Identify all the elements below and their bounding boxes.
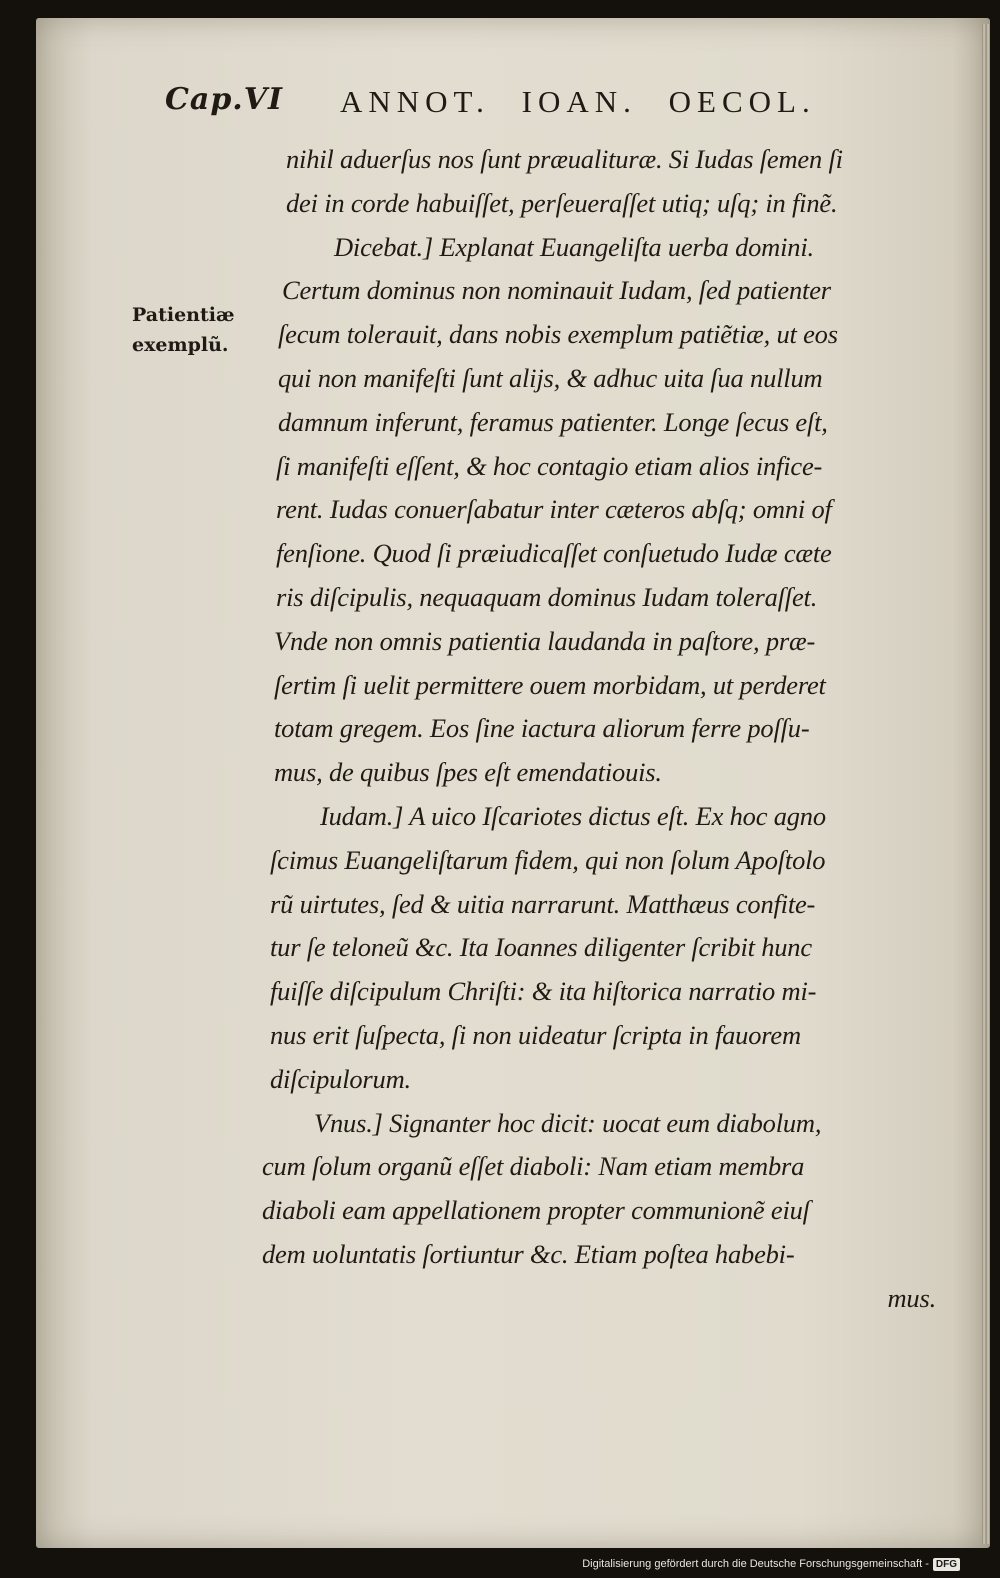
credit-text: Digitalisierung gefördert durch die Deutsche Forschungsgemeinschaft - xyxy=(582,1558,929,1570)
text-line: damnum inferunt, feramus patienter. Longe ſecus eſt, xyxy=(278,406,828,437)
dfg-logo: DFG xyxy=(933,1558,960,1571)
text-line: rent. Iudas conuerſabatur inter cæteros abſq; omni of xyxy=(276,494,832,525)
text-line: nihil aduerſus nos ſunt præualituræ. Si Iudas ſemen ſi xyxy=(286,144,843,174)
text-line: Certum dominus non nominauit Iudam, ſed patienter xyxy=(282,275,831,306)
text-line: dei in corde habuiſſet, perſeueraſſet utiq; uſq; in finẽ. xyxy=(286,187,838,218)
body-text xyxy=(258,138,958,1321)
catchword: mus. xyxy=(887,1282,936,1313)
margin-note-line: Patientiæ xyxy=(132,304,235,326)
text-line: fuiſſe diſcipulum Chriſti: & ita hiſtorica narratio mi- xyxy=(270,976,817,1007)
running-title: ANNOT. IOAN. OECOL. xyxy=(340,84,816,119)
text-line: mus, de quibus ſpes eſt emendatiouis. xyxy=(274,757,662,788)
text-line: ſi manifeſti eſſent, & hoc contagio etiam alios infice- xyxy=(276,450,823,481)
text-line: rũ uirtutes, ſed & uitia narrarunt. Matthæus confite- xyxy=(270,888,816,919)
text-line: diſcipulorum. xyxy=(270,1063,411,1094)
text-line: tur ſe teloneũ &c. Ita Ioannes diligenter ſcribit hunc xyxy=(270,932,812,963)
text-line: diaboli eam appellationem propter communionẽ eiuſ xyxy=(262,1195,810,1226)
text-line: ris diſcipulis, nequaquam dominus Iudam toleraſſet. xyxy=(276,581,818,612)
text-line: nus erit ſuſpecta, ſi non uideatur ſcripta in fauorem xyxy=(270,1019,801,1050)
text-line: Dicebat.] Explanat Euangeliſta uerba domini. xyxy=(334,231,814,262)
running-head xyxy=(165,78,925,128)
text-line: cum ſolum organũ eſſet diaboli: Nam etiam membra xyxy=(262,1151,805,1182)
text-line: Vnus.] Signanter hoc dicit: uocat eum diabolum, xyxy=(314,1107,822,1138)
margin-note xyxy=(132,300,262,360)
text-line: Vnde non omnis patientia laudanda in paſtore, præ- xyxy=(274,625,816,656)
text-line: Iudam.] A uico Iſcariotes dictus eſt. Ex hoc agno xyxy=(320,800,826,831)
text-line: fenſione. Quod ſi præiudicaſſet conſuetudo Iudæ cæte xyxy=(276,538,832,569)
margin-note-line: exemplũ. xyxy=(132,334,229,356)
digitization-credit xyxy=(582,1554,960,1574)
text-line: totam gregem. Eos ſine iactura aliorum ferre poſſu- xyxy=(274,713,810,744)
text-line: ſecum tolerauit, dans nobis exemplum patiẽtiæ, ut eos xyxy=(278,319,838,350)
chapter-label: Cap.VI xyxy=(165,82,284,117)
text-line: ſcimus Euangeliſtarum fidem, qui non ſolum Apoſtolo xyxy=(270,844,826,875)
text-line: dem uoluntatis ſortiuntur &c. Etiam poſtea habebi- xyxy=(262,1238,795,1269)
page-edge xyxy=(982,24,990,1544)
text-line: qui non manifeſti ſunt alijs, & adhuc uita ſua nullum xyxy=(278,362,823,393)
text-line: ſertim ſi uelit permittere ouem morbidam, ut perderet xyxy=(274,669,826,700)
